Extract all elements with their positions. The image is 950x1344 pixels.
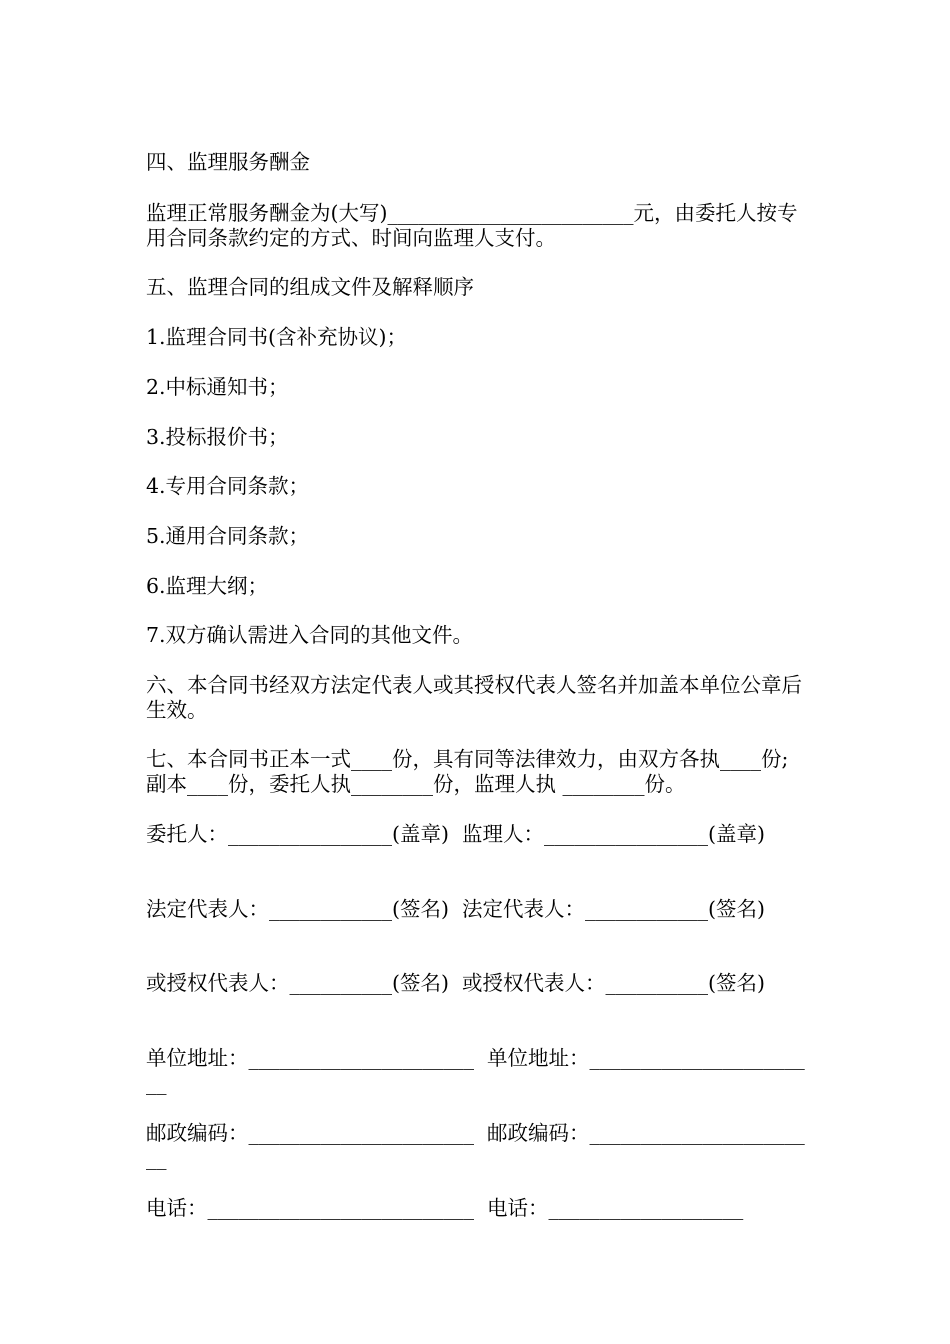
section5-heading: 五、监理合同的组成文件及解释顺序: [146, 275, 474, 299]
phone-line: 电话：__________________________ 电话：___________________: [146, 1196, 744, 1220]
list-item-5: 5.通用合同条款；: [146, 524, 310, 548]
list-item-6: 6.监理大纲；: [146, 574, 269, 598]
postcode-line: 邮政编码：______________________ 邮政编码：_______________________: [146, 1121, 805, 1170]
address-line: 单位地址：______________________ 单位地址：_______________________: [146, 1046, 805, 1095]
list-item-4: 4.专用合同条款；: [146, 474, 310, 498]
list-item-2: 2.中标通知书；: [146, 375, 289, 399]
section6-text: 六、本合同书经双方法定代表人或其授权代表人签名并加盖本单位公章后生效。: [146, 673, 802, 722]
section4-text: 监理正常服务酬金为(大写)________________________元，由委托人按专用合同条款约定的方式、时间向监理人支付。: [146, 201, 798, 250]
list-item-7: 7.双方确认需进入合同的其他文件。: [146, 623, 474, 647]
signature-legal-rep-line: 法定代表人：____________(签名) 法定代表人：____________(签名): [146, 897, 766, 921]
signature-auth-rep-line: 或授权代表人：__________(签名) 或授权代表人：__________(签名): [146, 971, 766, 995]
list-item-1: 1.监理合同书(含补充协议)；: [146, 325, 408, 349]
section7-text: 七、本合同书正本一式____份，具有同等法律效力，由双方各执____份;副本____份，委托人执________份，监理人执 ________份。: [146, 747, 789, 796]
section4-heading: 四、监理服务酬金: [146, 150, 310, 174]
list-item-3: 3.投标报价书；: [146, 425, 289, 449]
signature-party-line: 委托人：________________(盖章) 监理人：________________(盖章): [146, 822, 766, 846]
